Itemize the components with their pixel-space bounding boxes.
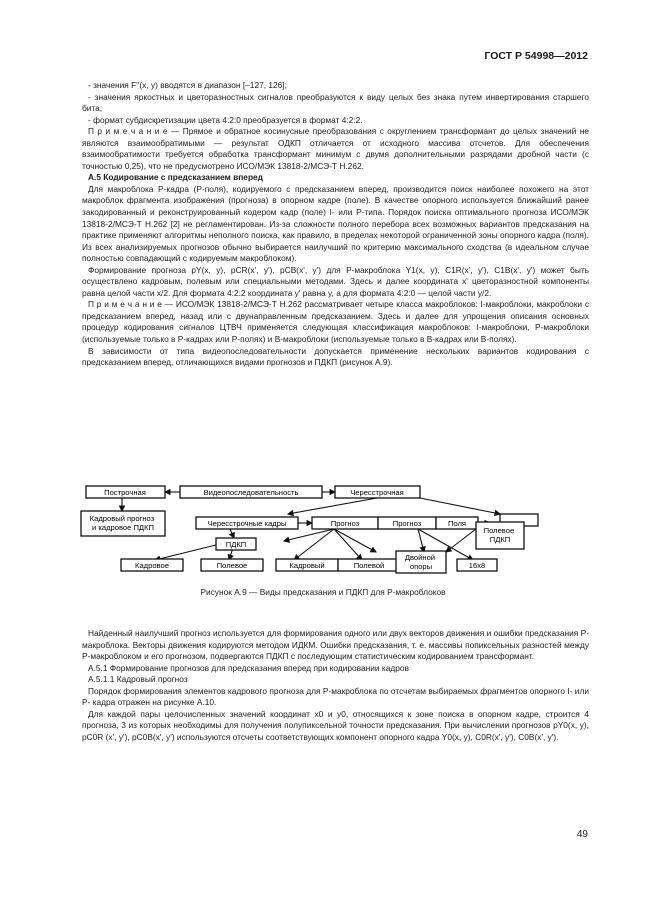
paragraph: В зависимости от типа видеопоследовательности допускается применение нескольких вариантов кодирования с предсказанием вперед, отличающихся видами прогнозов и ПДКП (рисунок А.9). — [82, 345, 589, 368]
paragraph: Порядок формирования элементов кадрового прогноза для P-макроблока по отсчетам выбираемых фрагментов опорного I- или P- кадра отражен на рисунке А.10. — [82, 685, 589, 708]
node-frame-b: Кадровый — [289, 561, 325, 570]
node-dual-prime: Двойной опоры — [404, 553, 436, 571]
node-fields: Поля — [447, 519, 467, 528]
node-forecast-a: Прогноз — [330, 519, 360, 528]
note-paragraph: П р и м е ч а н и е — ИСО/МЭК 13818-2/МСЭ-Т Н.262 рассматривает четыре класса макроблоков: I-макроблоки, макроблоки с предсказанием вперед, назад или с двунаправленным предсказанием. Здесь и далее для упрощения описания основных процедур кодирования сигналов ЦТВЧ применяется следующая классификация макроблоков: I-макроблоки, P-макроблоки (используемые только в P-кадрах или P-полях) и B-макроблоки (используемые только в B-кадрах или B-полях). — [82, 299, 589, 345]
paragraph: Для макроблока P-кадра (P-поля), кодируемого с предсказанием вперед, производится поиск наиболее похожего на этот макроблок фрагмента изображения (прогноза) в опорном кадре (поле). В качестве опорного используется ближайший ранее закодированный и реконструированный кодером кадр (поле) I- или P-типа. Порядок поиска оптимального прогноза ИСО/МЭК 13818-2/МСЭ-Т Н.262 [2] не регламентирован. Из-за сложности полного перебора всех возможных вариантов предсказания на практике применяют алгоритмы неполного поиска, как правило, в пределах некоторой ограниченной зоны опорного кадра (поля). Из всех анализируемых прогнозов обычно выбирается наилучший по критерию максимального сходства (в идеальном случае полностью совпадающий с кодируемым макроблоком). — [82, 183, 589, 264]
subsection-heading: А.5.1.1 Кадровый прогноз — [88, 674, 188, 685]
node-field-b: Полевой — [353, 561, 385, 570]
figure-a9-diagram — [76, 478, 576, 576]
paragraph: - формат субдискретизации цвета 4:2:0 преобразуется в формат 4:2:2. — [88, 114, 363, 125]
figure-caption: Рисунок А.9 — Виды предсказания и ПДКП для P-макроблоков — [200, 587, 446, 597]
node-frame-a: Кадровое — [135, 561, 169, 570]
text-block-bottom — [82, 628, 589, 743]
paragraph: - значения F''(x, y) вводятся в диапазон [–127, 126]; — [88, 80, 287, 90]
paragraph: Формирование прогноза pY(x, y), pCR(x', y'), pCB(x', y') для P-макроблока Y1(x, y), C1R(x', y'), C1B(x', y') может быть осуществлено кадровым, полевым или специальными методами. Здесь и далее координата x' цветоразностной компоненты равна целой части x/2. Для формата 4:2:2 координата y' равна y, а для формата 4:2:0 — целой части y/2. — [82, 264, 589, 298]
page-number: 49 — [576, 829, 588, 840]
text-block-top — [82, 80, 589, 369]
note-paragraph: П р и м е ч а н и е — Прямое и обратное косинусные преобразования с округлением трансформант до целых значений не являются взаимообратимыми — результат ОДКП отличается от исходного массива отсчетов. Для обеспечения взаимообратимости требуется обработка трансформант минимум с двумя дополнительными разрядами дробной части (с точностью 0,25), что не предусмотрено ИСО/МЭК 13818-2/МСЭ-Т Н.262. — [82, 126, 589, 171]
node-forecast-b: Прогноз — [392, 519, 422, 528]
node-16x8: 16х8 — [468, 561, 486, 570]
paragraph: - значения яркостных и цветоразностных сигналов преобразуются к виду целых без знака путем инвертирования старшего бита; — [82, 91, 589, 114]
standard-header: ГОСТ Р 54998—2012 — [484, 50, 588, 62]
paragraph: Найденный наилучший прогноз используется для формирования одного или двух векторов движения и ошибки предсказания P-макроблока. Векторы движения кодируются методом ИДКМ. Ошибки предсказания, т. е. массивы попиксельных разностей между P-макроблоком и его прогнозом, подвергаются ПДКП с последующим статистическим кодированием трансформант. — [82, 628, 589, 662]
node-pdkp: ПДКП — [225, 540, 247, 549]
node-interlaced: Чересстрочная — [350, 488, 404, 497]
node-field-dct: Полевое ПДКП — [483, 526, 515, 544]
node-field-a: Полевое — [216, 561, 248, 570]
subsection-heading: А.5.1 Формирование прогнозов для предсказания вперед при кодировании кадров — [88, 662, 409, 673]
node-progressive: Построчная — [104, 488, 146, 497]
paragraph: Для каждой пары целочисленных значений координат x0 и y0, относящихся к зоне поиска в опорном кадре, строится 4 прогноза, 3 из которых необходимы для получения полупиксельной точности предсказания. При вычислении прогнозов pY0(x, y), pC0R (x', y'), pC0B(x', y') используются отсчеты соответствующих компонент опорного кадра Y0(x, y), C0R(x', y'), C0B(x', y'). — [82, 708, 589, 742]
section-heading: А.5 Кодирование с предсказанием вперед — [88, 172, 263, 183]
node-frame-forecast-dct: Кадровый прогноз и кадровое ПДКП — [89, 514, 155, 532]
node-videoseq: Видеопоследовательность — [203, 488, 299, 497]
node-interlaced-frames: Чересстрочные кадры — [207, 519, 287, 528]
